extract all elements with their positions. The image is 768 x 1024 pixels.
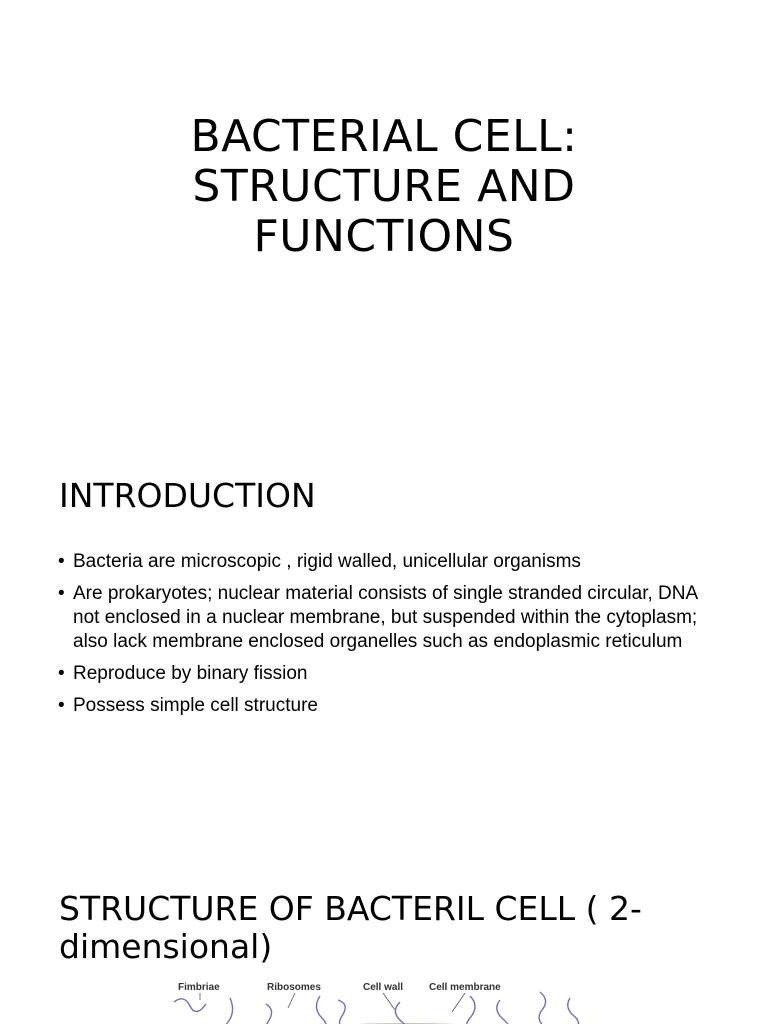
fimbria-strand (174, 999, 206, 1012)
bullet-item: • Are prokaryotes; nuclear material consists of single stranded circular, DNA not enclosed in a nuclear membrane, but suspended within the cytoplasm; also lack membrane enclosed organelles such as endoplasmic reticulum (58, 582, 708, 654)
bullet-item: • Bacteria are microscopic , rigid walled, unicellular organisms (58, 550, 708, 574)
fimbria-strand (466, 996, 478, 1024)
fimbria-strand (539, 992, 548, 1024)
fimbria-strand (395, 1002, 407, 1024)
title-line-1: BACTERIAL CELL: (190, 111, 578, 162)
introduction-slide (0, 456, 768, 836)
label-cell-wall: Cell wall (363, 982, 404, 993)
bullet-item: • Possess simple cell structure (58, 694, 708, 718)
fimbria-strand (265, 1004, 276, 1024)
label-ribosomes: Ribosomes (267, 982, 321, 993)
leader-lines (200, 993, 465, 1012)
title-line-3: FUNCTIONS (253, 211, 515, 262)
slide-title (100, 112, 668, 262)
label-fimbriae: Fimbriae (178, 982, 220, 993)
structure-slide (0, 878, 768, 1024)
label-cell-membrane: Cell membrane (429, 982, 501, 993)
structure-heading: STRUCTURE OF BACTERIL CELL ( 2-dimensional) (59, 889, 642, 966)
bacterial-cell-diagram (170, 978, 690, 1024)
fimbria-strand (316, 996, 326, 1024)
fimbria-strand (497, 1000, 509, 1024)
fimbria-strand (225, 998, 234, 1024)
title-slide (0, 0, 768, 432)
introduction-heading: INTRODUCTION (59, 476, 316, 515)
bullet-item: • Reproduce by binary fission (58, 662, 708, 686)
fimbria-strand (568, 998, 579, 1024)
title-line-2: STRUCTURE AND (192, 161, 576, 212)
diagram-labels (178, 982, 501, 993)
fimbria-strand (338, 1000, 352, 1024)
introduction-bullet-list (58, 550, 708, 726)
fimbriae-strands (174, 992, 579, 1024)
